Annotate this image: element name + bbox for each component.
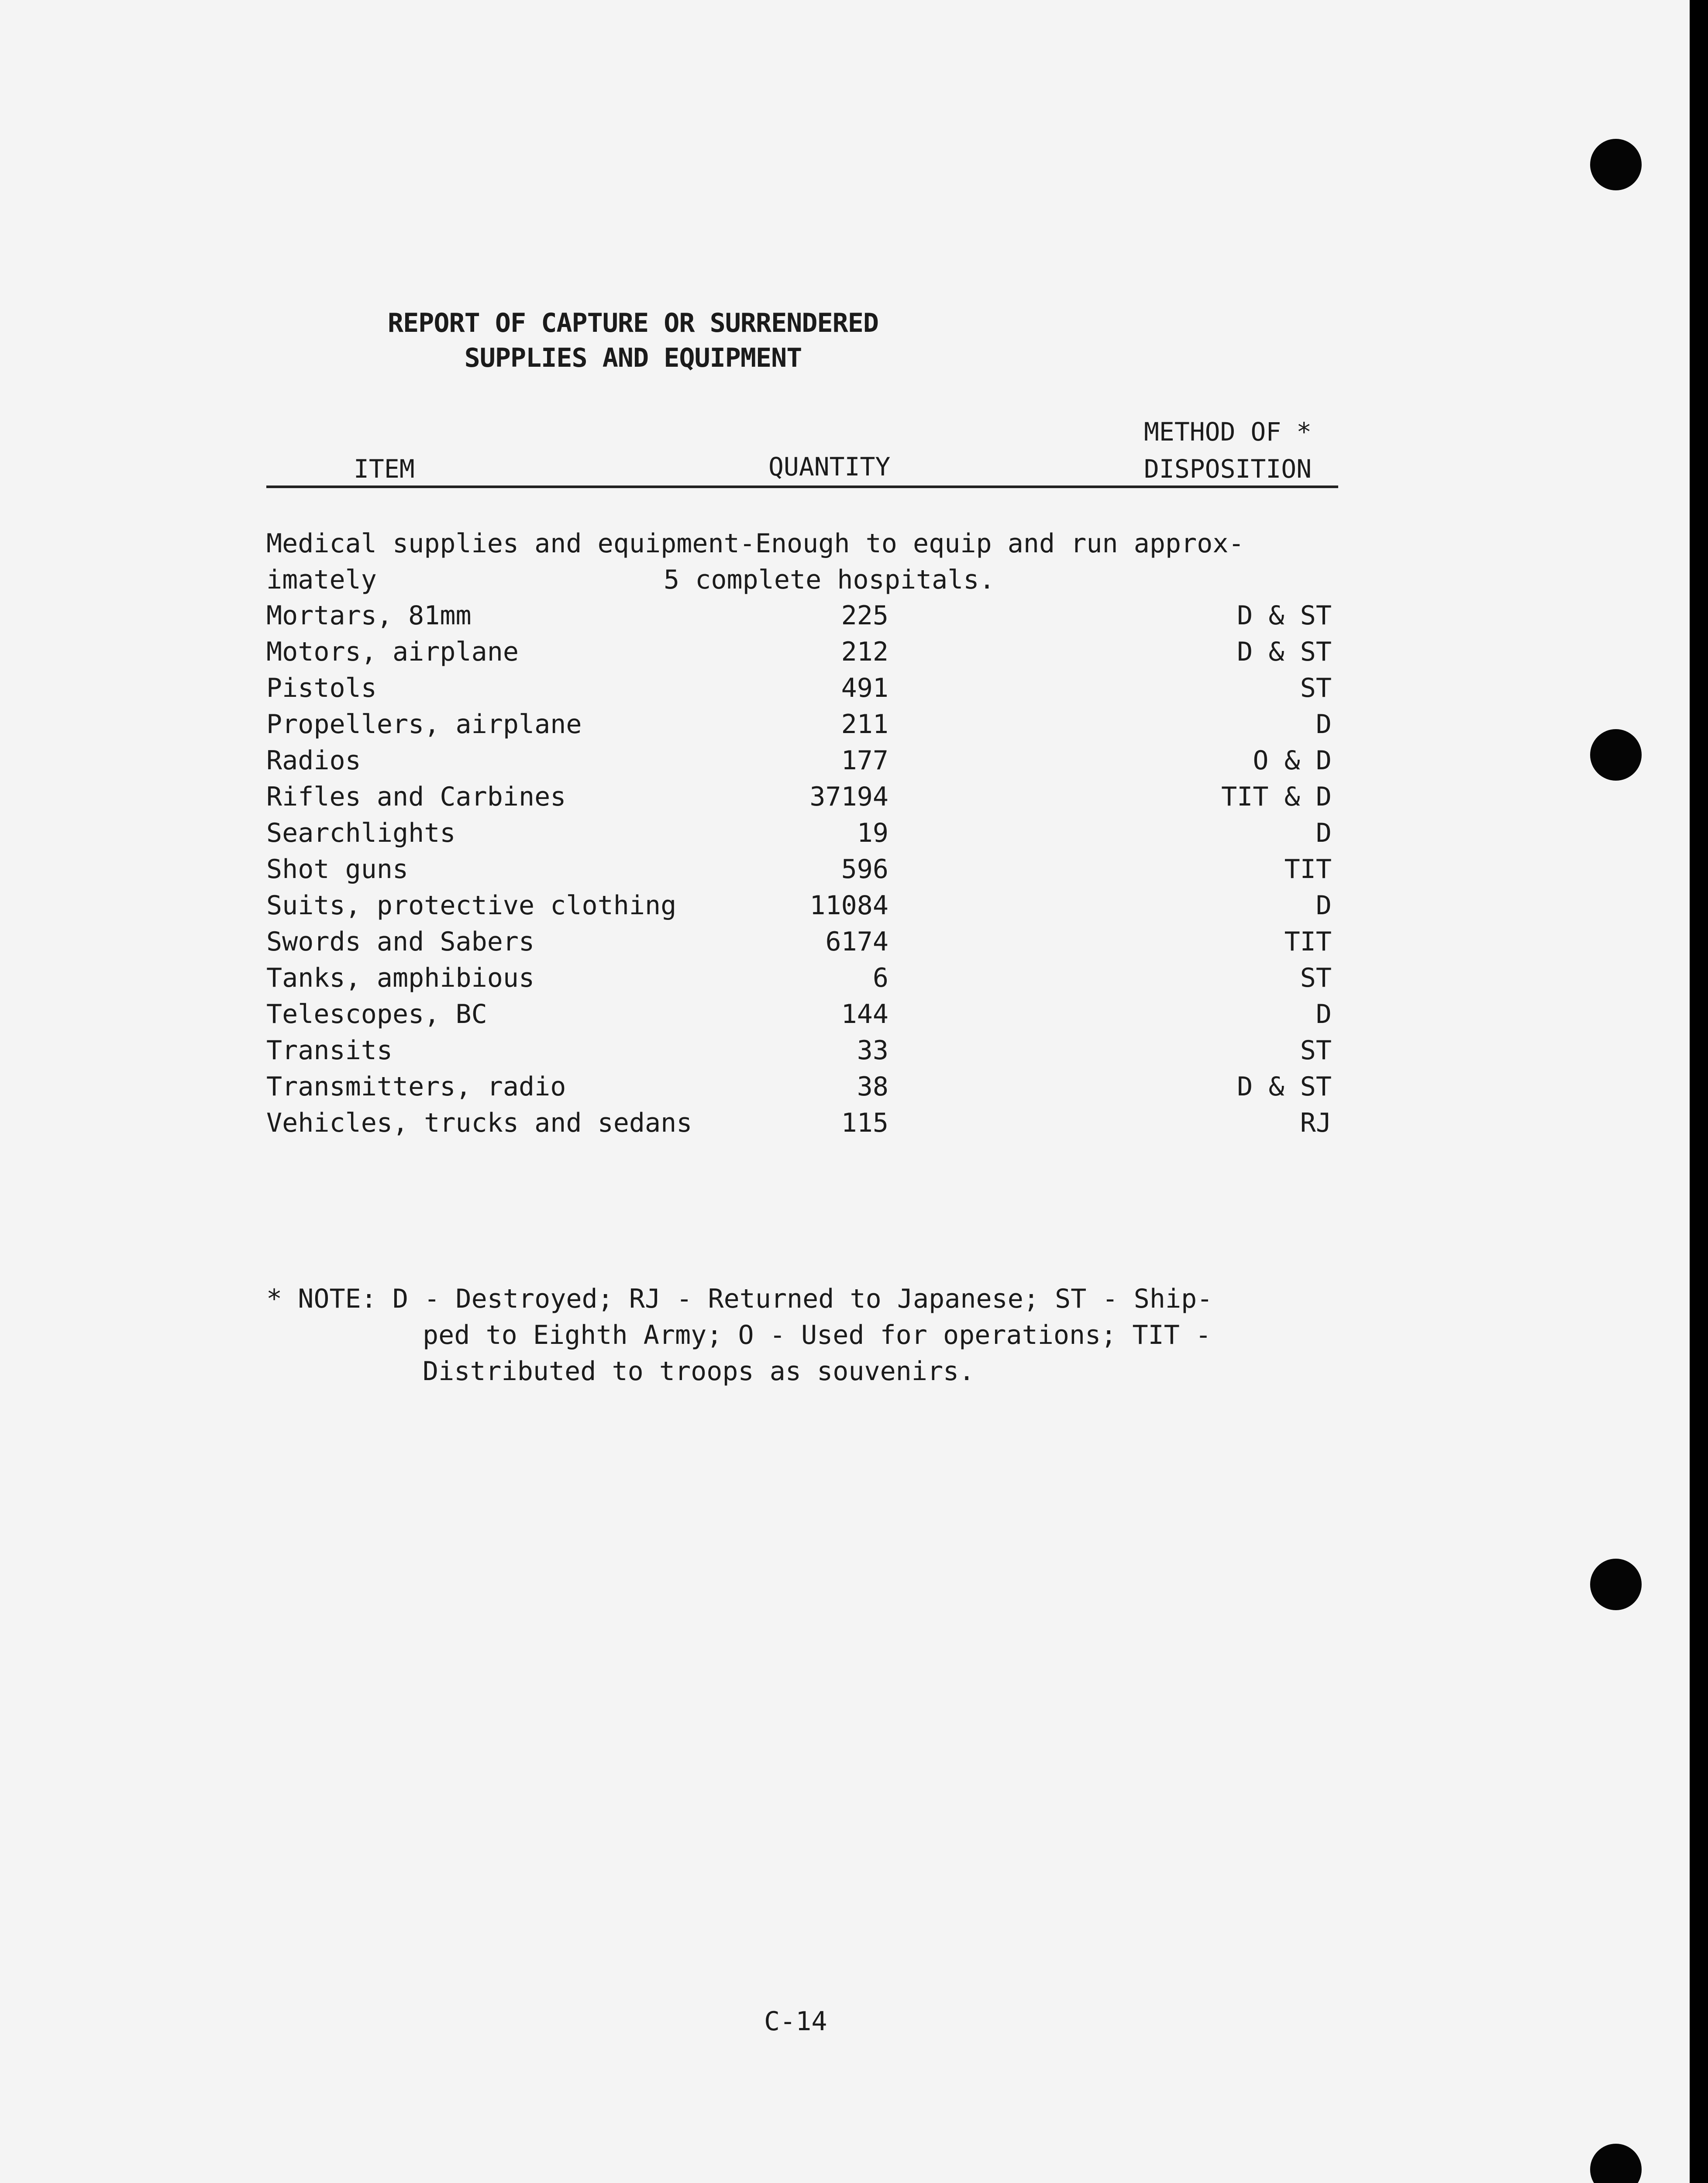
table-row (0, 999, 1690, 1035)
item-name: Radios (266, 745, 361, 776)
note-line1: * NOTE: D - Destroyed; RJ - Returned to Japanese; ST - Ship- (266, 1284, 1213, 1314)
quantity-header: QUANTITY (768, 452, 891, 482)
item-disposition: D (1315, 818, 1332, 848)
item-disposition: RJ (1300, 1108, 1332, 1138)
table-row (0, 854, 1690, 890)
method-header-line1: METHOD OF * (1144, 417, 1312, 447)
item-quantity: 211 (841, 709, 888, 740)
table-row (0, 673, 1690, 709)
item-disposition: O & D (1253, 745, 1332, 776)
table-row (0, 600, 1690, 637)
item-disposition: ST (1300, 1035, 1332, 1066)
punch-hole-4 (1590, 2144, 1642, 2183)
item-disposition: TIT (1284, 926, 1332, 957)
item-disposition: ST (1300, 963, 1332, 993)
note-line3: Distributed to troops as souvenirs. (423, 1356, 975, 1387)
table-row (0, 1071, 1690, 1108)
table-row (0, 782, 1690, 818)
item-name: Rifles and Carbines (266, 782, 566, 812)
medical-supplies-line1: Medical supplies and equipment-Enough to equip and run approx- (266, 528, 1244, 559)
item-quantity: 115 (841, 1108, 888, 1138)
item-name: Transmitters, radio (266, 1071, 566, 1102)
punch-hole-1 (1590, 139, 1642, 190)
report-title-line1: REPORT OF CAPTURE OR SURRENDERED (388, 308, 878, 338)
item-quantity: 212 (841, 637, 888, 667)
item-name: Suits, protective clothing (266, 890, 677, 921)
item-disposition: TIT (1284, 854, 1332, 885)
item-name: Telescopes, BC (266, 999, 487, 1030)
table-row (0, 818, 1690, 854)
item-name: Mortars, 81mm (266, 600, 472, 631)
item-quantity: 37194 (809, 782, 888, 812)
item-disposition: D (1315, 999, 1332, 1030)
item-quantity: 225 (841, 600, 888, 631)
medical-supplies-line2-start: imately (266, 565, 377, 595)
item-quantity: 491 (841, 673, 888, 703)
medical-supplies-line2-rest: 5 complete hospitals. (664, 565, 995, 595)
item-quantity: 6 (872, 963, 888, 993)
item-name: Searchlights (266, 818, 456, 848)
table-row (0, 709, 1690, 745)
item-name: Propellers, airplane (266, 709, 582, 740)
item-header: ITEM (354, 454, 415, 484)
item-quantity: 33 (857, 1035, 888, 1066)
item-disposition: D & ST (1237, 1071, 1332, 1102)
table-row (0, 1035, 1690, 1071)
method-header-line2: DISPOSITION (1144, 454, 1312, 484)
page-number: C-14 (764, 2006, 827, 2037)
item-disposition: D (1315, 890, 1332, 921)
item-quantity: 177 (841, 745, 888, 776)
note-line2: ped to Eighth Army; O - Used for operations; TIT - (423, 1320, 1212, 1350)
item-name: Motors, airplane (266, 637, 519, 667)
item-name: Transits (266, 1035, 393, 1066)
item-disposition: D & ST (1237, 600, 1332, 631)
item-quantity: 11084 (809, 890, 888, 921)
table-row (0, 745, 1690, 782)
item-disposition: TIT & D (1221, 782, 1332, 812)
item-name: Vehicles, trucks and sedans (266, 1108, 692, 1138)
item-name: Shot guns (266, 854, 409, 885)
item-disposition: ST (1300, 673, 1332, 703)
item-name: Pistols (266, 673, 377, 703)
report-title-line2: SUPPLIES AND EQUIPMENT (464, 343, 802, 373)
item-quantity: 19 (857, 818, 888, 848)
table-row (0, 926, 1690, 963)
table-row (0, 963, 1690, 999)
table-row (0, 890, 1690, 926)
item-quantity: 596 (841, 854, 888, 885)
table-row (0, 637, 1690, 673)
item-disposition: D & ST (1237, 637, 1332, 667)
table-row (0, 1108, 1690, 1144)
item-quantity: 6174 (825, 926, 888, 957)
item-name: Swords and Sabers (266, 926, 535, 957)
punch-hole-3 (1590, 1559, 1642, 1610)
item-quantity: 144 (841, 999, 888, 1030)
item-quantity: 38 (857, 1071, 888, 1102)
header-rule (266, 485, 1338, 488)
item-disposition: D (1315, 709, 1332, 740)
item-name: Tanks, amphibious (266, 963, 535, 993)
